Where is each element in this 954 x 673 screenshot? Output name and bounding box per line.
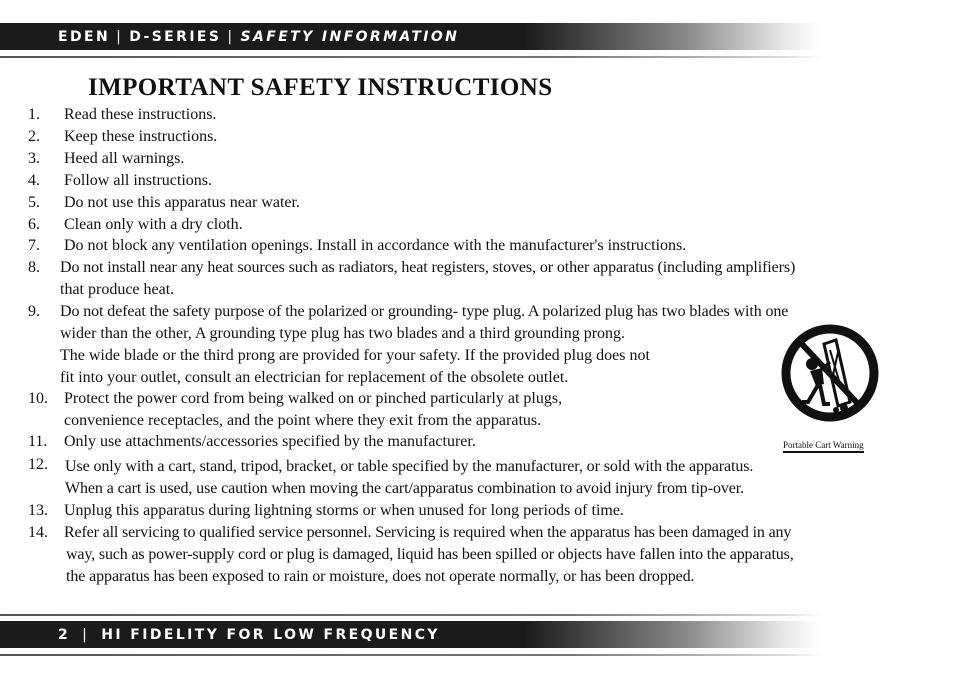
item-text: wider than the other, A grounding type plug has two blades and a third grounding prong. [60,325,626,342]
item-number: 6. [28,216,40,233]
header-text [0,29,459,45]
item-number: 7. [28,237,40,254]
item-number: 8. [28,259,40,276]
item-text: The wide blade or the third prong are provided for your safety. If the provided plug does not [60,347,650,364]
item-number: 5. [28,194,40,211]
item-text: Do not defeat the safety purpose of the polarized or grounding- type plug. A polarized plug has two blades with one [60,303,789,320]
item-text: Keep these instructions. [64,128,218,145]
item-text: Use only with a cart, stand, tripod, bracket, or table specified by the manufacturer, or sold with the apparatus. [65,458,754,475]
page-number: 2 [58,626,71,643]
header-bar [0,23,954,50]
item-text: Do not use this apparatus near water. [64,194,300,211]
footer-rule-bottom [0,654,954,656]
item-number: 9. [28,303,40,320]
item-text: the apparatus has been exposed to rain or moisture, does not operate normally, or has been dropped. [66,568,695,585]
item-text: convenience receptacles, and the point where they exit from the apparatus. [64,412,542,429]
item-text: When a cart is used, use caution when moving the cart/apparatus combination to avoid injury from tip-over. [65,480,744,497]
series-name: D-SERIES [129,28,222,45]
item-text: fit into your outlet, consult an electrician for replacement of the obsolete outlet. [60,369,569,386]
page-title: IMPORTANT SAFETY INSTRUCTIONS [88,74,553,101]
item-text: Heed all warnings. [64,150,185,167]
item-number: 14. [28,524,48,541]
portable-cart-warning-icon [778,322,882,424]
header-rule [0,56,954,58]
brand-name: EDEN [58,28,111,45]
item-text: Follow all instructions. [64,172,212,189]
item-text: Do not install near any heat sources such as radiators, heat registers, stoves, or other apparatus (including amplifiers) [60,259,796,276]
item-number: 4. [28,172,40,189]
item-number: 2. [28,128,40,145]
footer-tagline: HI FIDELITY FOR LOW FREQUENCY [101,626,440,643]
item-text: Only use attachments/accessories specified by the manufacturer. [64,433,476,450]
item-text: that produce heat. [60,281,175,298]
footer-separator: | [82,626,90,643]
item-number: 11. [28,433,48,450]
footer-rule [0,614,954,616]
header-separator: | [116,28,124,45]
footer-text [0,627,440,643]
item-text: way, such as power-supply cord or plug is damaged, liquid has been spilled or objects have fallen into the apparatus, [66,546,794,563]
cart-warning-caption: Portable Cart Warning [783,440,864,453]
item-text: Read these instructions. [64,106,217,123]
item-text: Do not block any ventilation openings. Install in accordance with the manufacturer's instructions. [64,237,687,254]
header-separator-2: | [227,28,235,45]
section-name: SAFETY INFORMATION [240,28,460,45]
item-number: 10. [28,390,48,407]
item-text: Clean only with a dry cloth. [64,216,243,233]
item-number: 12. [28,456,48,473]
item-number: 13. [28,502,48,519]
item-number: 1. [28,106,40,123]
item-text: Protect the power cord from being walked on or pinched particularly at plugs, [64,390,563,407]
item-text: Unplug this apparatus during lightning storms or when unused for long periods of time. [64,502,624,519]
item-number: 3. [28,150,40,167]
footer-bar [0,621,954,648]
item-text: Refer all servicing to qualified service personnel. Servicing is required when the apparatus has been damaged in any [64,524,792,541]
